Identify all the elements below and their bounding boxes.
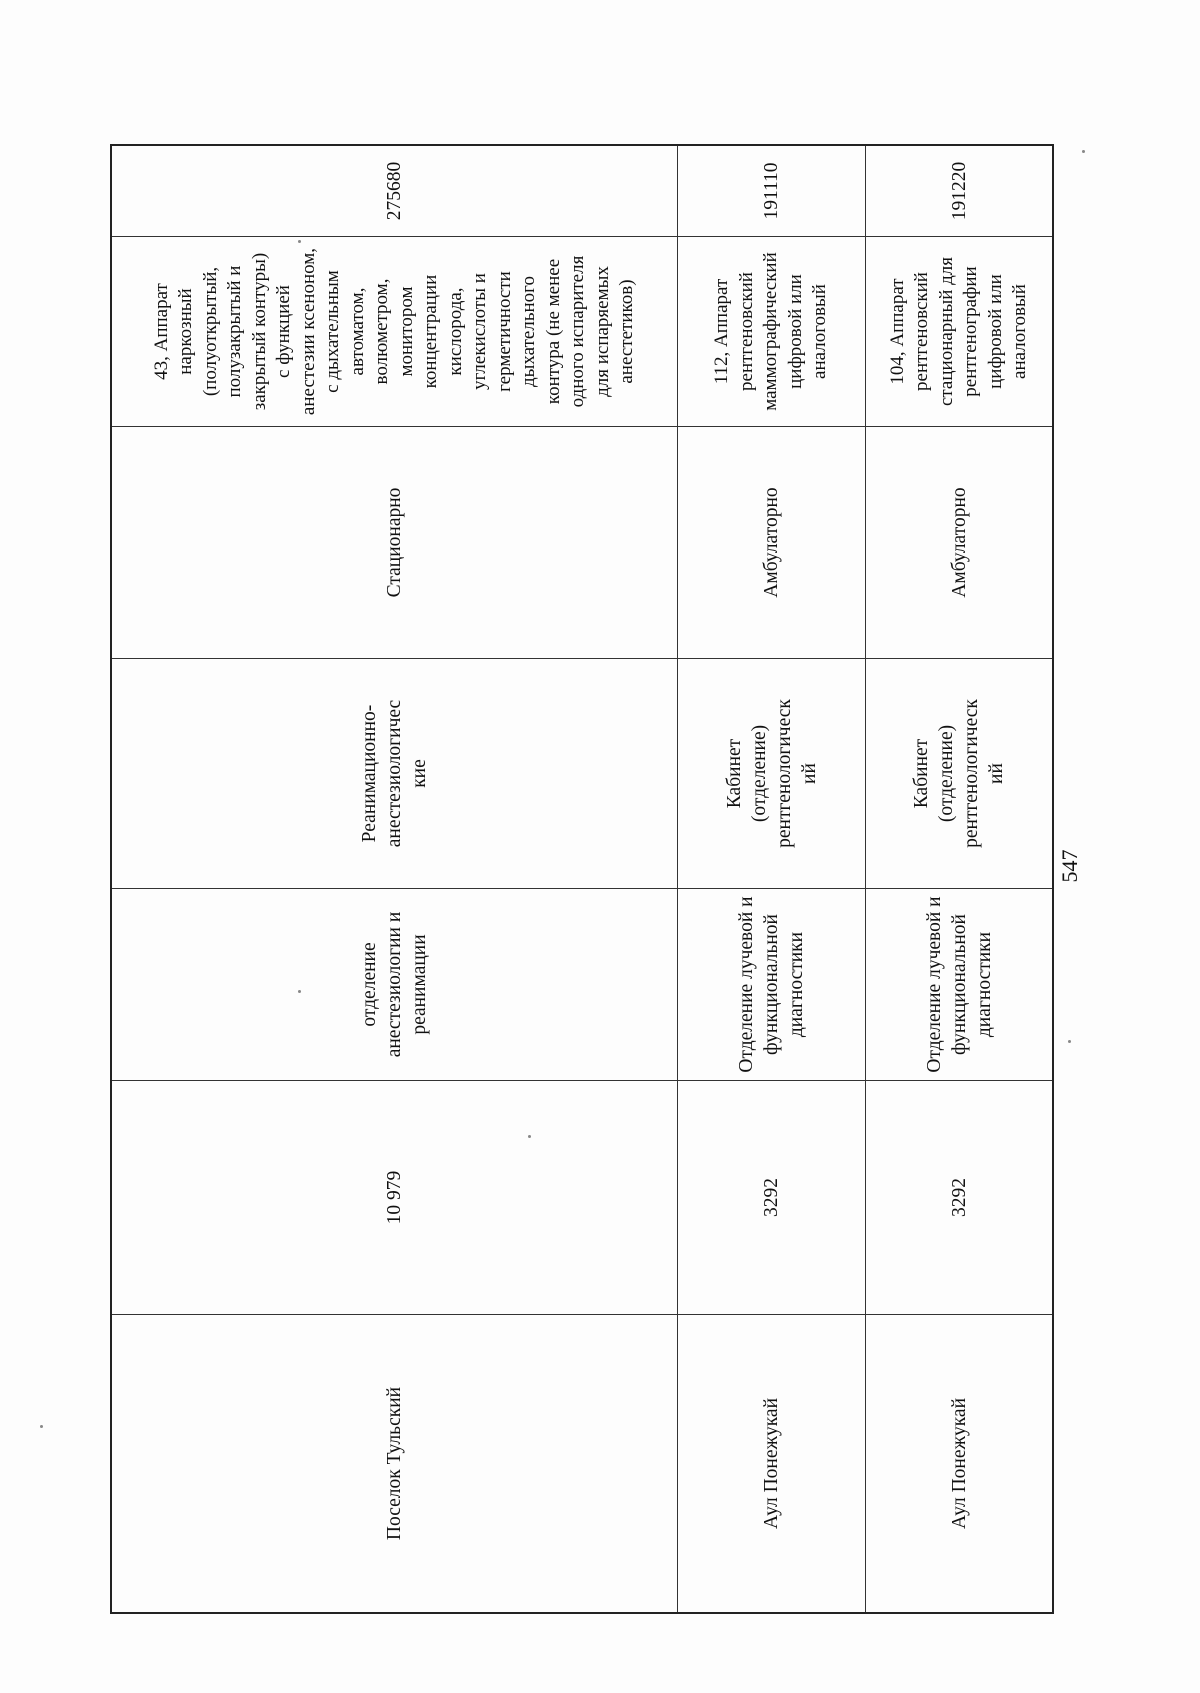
table-cell-equipment: 104, Аппарат рентгеновский стационарный для рентгенографии цифровой или аналоговый — [866, 236, 1052, 426]
table-cell-code: 191220 — [948, 161, 970, 221]
table-cell-unit: Кабинет (отделение) рентгенологическ ий — [678, 658, 866, 888]
table-cell-equipment: 43, Аппарат наркозный (полуоткрытый, полузакрытый и закрытый контуры) с функцией анестезии ксеноном, с дыхательным автоматом, волюметром, монитором концентрации кислорода, углекислоты и герметичности дыхательного контура (не менее одного испарителя для испаряемых анестетиков) — [112, 236, 678, 426]
table-cell-department: отделение анестезиологии и реанимации — [112, 888, 678, 1080]
scan-speck — [528, 1135, 531, 1138]
table-cell-population: 3292 — [866, 1080, 1052, 1314]
table-cell-equipment: 112, Аппарат рентгеновский маммографический цифровой или аналоговый — [678, 236, 866, 426]
scan-speck — [298, 240, 301, 243]
scan-speck — [1082, 150, 1085, 153]
table-cell-care-mode: Амбулаторно — [866, 426, 1052, 658]
table-frame — [110, 144, 1054, 1614]
table-cell-department: Отделение лучевой и функциональной диагностики — [678, 888, 866, 1080]
table-cell-department: Отделение лучевой и функциональной диагностики — [866, 888, 1052, 1080]
table-cell-locality: Аул Понежукай — [678, 1314, 866, 1612]
scan-speck — [1068, 1040, 1071, 1043]
table-cell-population: 3292 — [678, 1080, 866, 1314]
equipment-table — [110, 144, 1054, 1614]
table-cell-unit: Кабинет (отделение) рентгенологическ ий — [866, 658, 1052, 888]
table-cell-locality: Поселок Тульский — [112, 1314, 678, 1612]
table-cell-code: 275680 — [112, 146, 678, 236]
table-cell-population: 10 979 — [112, 1080, 678, 1314]
page-number: 547 — [1057, 849, 1082, 883]
table-cell-care-mode: Стационарно — [112, 426, 678, 658]
table-cell-unit: Реанимационно- анестезиологичес кие — [112, 658, 678, 888]
table-cell-code: 191110 — [678, 146, 866, 236]
scan-speck — [298, 990, 301, 993]
table-cell-care-mode: Амбулаторно — [678, 426, 866, 658]
table-cell-locality: Аул Понежукай — [866, 1314, 1052, 1612]
scan-speck — [40, 1425, 43, 1428]
